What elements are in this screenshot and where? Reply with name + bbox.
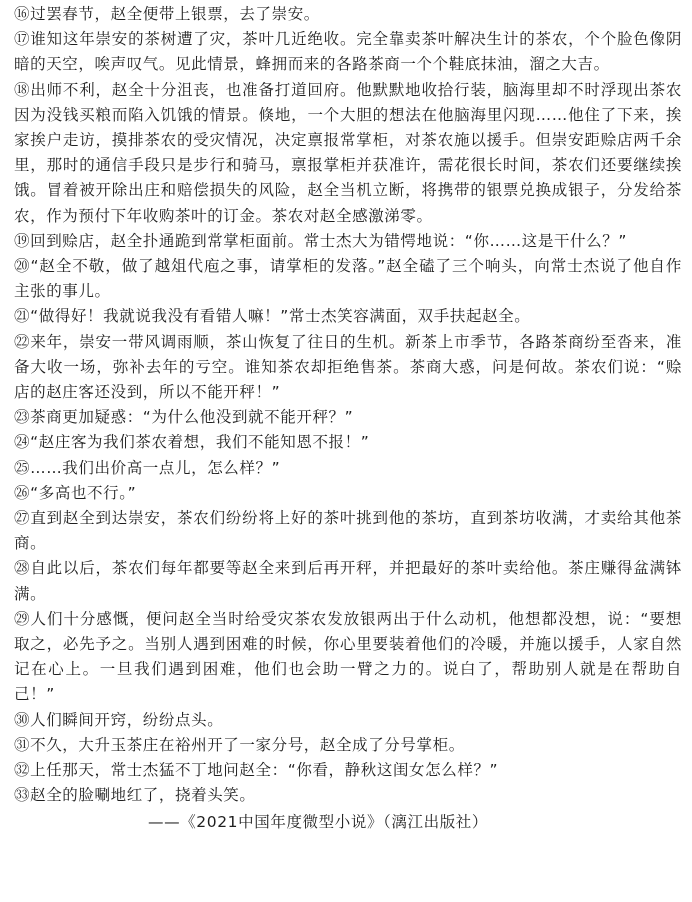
paragraph-text: 回到赊店，赵全扑通跪到常掌柜面前。常士杰大为错愕地说：“你……这是干什么？” <box>30 231 627 250</box>
paragraph-text: 谁知这年崇安的茶树遭了灾，茶叶几近绝收。完全靠卖茶叶解决生计的茶农，个个脸色像阴暗的天空，唉声叹气。见此情景，蜂拥而来的各路茶商一个个鞋底抹油，溜之大吉。 <box>14 30 682 74</box>
paragraph-text: “多高也不行。” <box>30 483 137 502</box>
paragraph-26 <box>14 481 682 506</box>
paragraph-text: 来年，崇安一带风调雨顺，茶山恢复了往日的生机。新茶上市季节，各路茶商纷至沓来，准备大收一场，弥补去年的亏空。谁知茶农却拒绝售茶。茶商大惑，问是何故。茶农们说：“赊店的赵庄客还没到，所以不能开秤！” <box>14 332 682 402</box>
paragraph-17 <box>14 27 682 77</box>
paragraph-text: 自此以后，茶农们每年都要等赵全来到后再开秤，并把最好的茶叶卖给他。茶庄赚得盆满钵满。 <box>14 559 682 603</box>
paragraph-19 <box>14 229 682 254</box>
paragraph-text: 赵全的脸唰地红了，挠着头笑。 <box>30 786 256 805</box>
paragraph-number: ⑯ <box>14 5 31 23</box>
paragraph-number: ㉓ <box>14 408 31 427</box>
paragraph-number: ㉜ <box>14 761 31 780</box>
paragraph-text: 直到赵全到达崇安，茶农们纷纷将上好的茶叶挑到他的茶坊，直到茶坊收满，才卖给其他茶商。 <box>14 509 682 553</box>
paragraph-text: 人们瞬间开窍，纷纷点头。 <box>30 710 224 729</box>
source-citation: ——《2021中国年度微型小说》（漓江出版社） <box>148 812 488 831</box>
paragraph-number: ⑲ <box>14 231 31 250</box>
paragraph-32 <box>14 758 682 783</box>
paragraph-30 <box>14 708 682 733</box>
paragraph-16 <box>14 2 682 27</box>
paragraph-text: 不久，大升玉茶庄在裕州开了一家分号，赵全成了分号掌柜。 <box>30 735 465 754</box>
paragraph-18 <box>14 78 682 229</box>
paragraph-number: ⑳ <box>14 257 31 276</box>
paragraph-23 <box>14 405 682 430</box>
paragraph-number: ⑰ <box>14 30 31 49</box>
paragraph-number: ㉘ <box>14 559 31 578</box>
paragraph-text: “赵庄客为我们茶农着想，我们不能知恩不报！” <box>30 433 370 452</box>
paragraph-text: 过罢春节，赵全便带上银票，去了崇安。 <box>30 5 320 23</box>
paragraph-text: “赵全不敬，做了越俎代庖之事，请掌柜的发落。”赵全磕了三个响头，向常士杰说了他自作主张的事儿。 <box>14 257 682 301</box>
paragraph-28 <box>14 556 682 606</box>
paragraph-text: 出师不利，赵全十分沮丧，也准备打道回府。他默默地收拾行装，脑海里却不时浮现出茶农因为没钱买粮而陷入饥饿的情景。倏地，一个大胆的想法在他脑海里闪现……他住了下来，挨家挨户走访，摸排茶农的受灾情况，决定禀报常掌柜，对茶农施以援手。但崇安距赊店两千余里，那时的通信手段只是步行和骑马，禀报掌柜并获准许，需花很长时间，茶农们还要继续挨饿。冒着被开除出庄和赔偿损失的风险，赵全当机立断，将携带的银票兑换成银子，分发给茶农，作为预付下年收购茶叶的订金。茶农对赵全感激涕零。 <box>14 80 682 225</box>
paragraph-27 <box>14 506 682 556</box>
paragraph-text: 人们十分感慨，便问赵全当时给受灾茶农发放银两出于什么动机，他想都没想，说：“要想取之，必先予之。当别人遇到困难的时候，你心里要装着他们的冷暖，并施以援手，人家自然记在心上。一旦我们遇到困难，他们也会助一臂之力的。说白了，帮助别人就是在帮助自己！” <box>14 609 682 704</box>
paragraph-25 <box>14 456 682 481</box>
paragraph-number: ㉙ <box>14 609 31 628</box>
paragraph-number: ㉗ <box>14 509 31 528</box>
paragraph-20 <box>14 254 682 304</box>
paragraph-number: ㉛ <box>14 735 31 754</box>
paragraph-number: ㉔ <box>14 433 31 452</box>
paragraph-text: “做得好！我就说我没有看错人嘛！”常士杰笑容满面，双手扶起赵全。 <box>30 307 531 326</box>
paragraph-text: ……我们出价高一点儿，怎么样？” <box>30 458 281 477</box>
paragraph-number: ㉑ <box>14 307 31 326</box>
paragraph-number: ㉚ <box>14 710 31 729</box>
paragraph-number: ⑱ <box>14 80 31 99</box>
paragraph-29 <box>14 607 682 708</box>
paragraph-number: ㉝ <box>14 786 31 805</box>
paragraph-text: 茶商更加疑惑：“为什么他没到就不能开秤？” <box>30 408 354 427</box>
paragraph-31 <box>14 733 682 758</box>
paragraph-24 <box>14 430 682 455</box>
paragraph-33 <box>14 783 682 808</box>
paragraph-21 <box>14 304 682 329</box>
paragraph-number: ㉕ <box>14 458 31 477</box>
paragraph-number: ㉒ <box>14 332 31 351</box>
paragraph-number: ㉖ <box>14 483 31 502</box>
paragraph-text: 上任那天，常士杰猛不丁地问赵全：“你看，静秋这闺女怎么样？” <box>30 761 499 780</box>
paragraph-22 <box>14 330 682 406</box>
